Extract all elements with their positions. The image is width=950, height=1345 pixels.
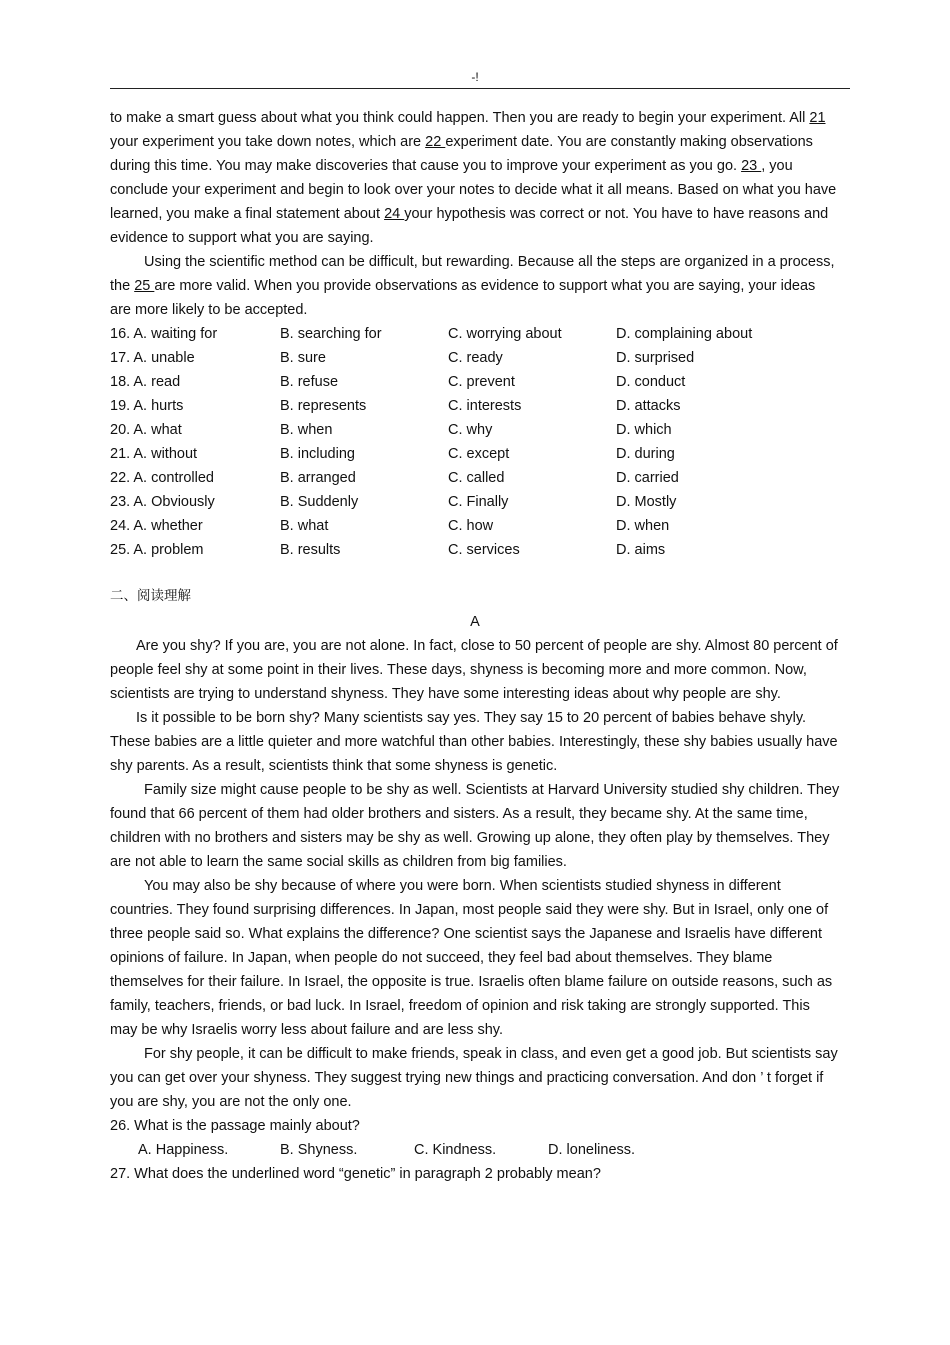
option-b: B. Suddenly (280, 494, 359, 510)
option-a: 22. A. controlled (110, 470, 214, 486)
option-b: B. refuse (280, 374, 339, 390)
option-b: B. represents (280, 398, 367, 414)
option-a: 19. A. hurts (110, 398, 184, 414)
section-heading: 二、阅读理解 (110, 588, 191, 603)
option-row-20 (110, 418, 840, 442)
option-b: B. results (280, 542, 341, 558)
question-option-c: C. Kindness. (414, 1142, 497, 1158)
option-d: D. Mostly (616, 494, 677, 510)
header-divider (110, 88, 850, 89)
text-run: experiment date. You are constantly making observations during this time. You may make discoveries that cause you to improve your experiment as you go. (110, 134, 813, 174)
option-c: C. how (448, 518, 494, 534)
option-c: C. why (448, 422, 493, 438)
option-d: D. which (616, 422, 672, 438)
option-c: C. ready (448, 350, 503, 366)
option-row-18 (110, 370, 840, 394)
option-b: B. what (280, 518, 329, 534)
option-b: B. searching for (280, 326, 382, 342)
question-option-d: D. loneliness. (548, 1142, 636, 1158)
option-b: B. sure (280, 350, 326, 366)
option-row-19 (110, 394, 840, 418)
question-option-b: B. Shyness. (280, 1142, 358, 1158)
passage-letter: A (470, 614, 480, 630)
text-run: are more valid. When you provide observations as evidence to support what you are saying, your ideas are more likely to be accepted. (110, 278, 816, 318)
text-run: to make a smart guess about what you think could happen. Then you are ready to begin your experiment. All (110, 110, 810, 126)
blank-22: 22 (425, 134, 446, 150)
option-row-17 (110, 346, 840, 370)
page-content (110, 106, 840, 1186)
reading-paragraph-4: You may also be shy because of where you were born. When scientists studied shyness in different countries. They found surprising differences. In Japan, most people said they were shy. But in Israel, only one of three people said so. What explains the difference? One scientist says the Japanese and Israelis have different opinions of failure. In Japan, when people do not succeed, they feel bad about themselves. They blame themselves for their failure. In Israel, the opposite is true. Israelis often blame failure on outside reasons, such as family, teachers, friends, or bad luck. In Israel, freedom of opinion and risk taking are strongly supported. This may be why Israelis worry less about failure and are less shy. (110, 878, 833, 1038)
option-d: D. during (616, 446, 675, 462)
option-row-24 (110, 514, 840, 538)
option-b: B. including (280, 446, 355, 462)
option-c: C. called (448, 470, 505, 486)
option-row-22 (110, 466, 840, 490)
question-27-stem: 27. What does the underlined word “genetic” in paragraph 2 probably mean? (110, 1166, 601, 1182)
option-c: C. Finally (448, 494, 509, 510)
option-b: B. arranged (280, 470, 356, 486)
option-row-21 (110, 442, 840, 466)
option-c: C. prevent (448, 374, 515, 390)
option-a: 24. A. whether (110, 518, 203, 534)
option-c: C. services (448, 542, 520, 558)
option-a: 25. A. problem (110, 542, 204, 558)
text-run: your experiment you take down notes, which are (110, 134, 426, 150)
cloze-paragraph-1 (110, 106, 840, 250)
text-run: Using the scientific method can be difficult, but rewarding. Because all the steps are organized in a process, the (110, 254, 835, 294)
option-d: D. attacks (616, 398, 681, 414)
option-c: C. worrying about (448, 326, 562, 342)
option-a: 23. A. Obviously (110, 494, 215, 510)
option-b: B. when (280, 422, 333, 438)
option-d: D. complaining about (616, 326, 753, 342)
blank-24: 24 (384, 206, 405, 222)
option-d: D. aims (616, 542, 666, 558)
reading-paragraph-5: For shy people, it can be difficult to make friends, speak in class, and even get a good job. But scientists say you can get over your shyness. They suggest trying new things and practicing conversation. And don ’ t forget if you are shy, you are not the only one. (110, 1046, 838, 1110)
reading-paragraph-1: Are you shy? If you are, you are not alone. In fact, close to 50 percent of people are shy. Almost 80 percent of people feel shy at some point in their lives. These days, shyness is becoming more and more common. Now, scientists are trying to understand shyness. They have some interesting ideas about why people are shy. (110, 638, 838, 702)
option-d: D. carried (616, 470, 679, 486)
blank-21: 21 (809, 110, 826, 126)
option-a: 17. A. unable (110, 350, 195, 366)
reading-paragraph-3: Family size might cause people to be shy as well. Scientists at Harvard University studied shy children. They found that 66 percent of them had older brothers and sisters. As a result, they became shy. At the same time, children with no brothers and sisters may be shy as well. Growing up alone, they often play by themselves. They are not able to learn the same social skills as children from big families. (110, 782, 840, 870)
question-option-a: A. Happiness. (138, 1142, 229, 1158)
option-c: C. except (448, 446, 510, 462)
text-run: , you conclude your experiment and begin to look over your notes to decide what it all means. Based on what you have learned, you make a final statement about (110, 158, 837, 222)
option-c: C. interests (448, 398, 522, 414)
page-header-mark: -! (471, 70, 479, 84)
cloze-paragraph-2 (110, 250, 840, 322)
option-a: 18. A. read (110, 374, 181, 390)
option-a: 16. A. waiting for (110, 326, 218, 342)
option-a: 20. A. what (110, 422, 182, 438)
blank-23: 23 (741, 158, 762, 174)
option-d: D. when (616, 518, 670, 534)
option-row-16 (110, 322, 840, 346)
option-a: 21. A. without (110, 446, 198, 462)
text-run: your hypothesis was correct or not. You have to have reasons and evidence to support what you are saying. (110, 206, 829, 246)
question-26-stem: 26. What is the passage mainly about? (110, 1118, 360, 1134)
option-row-23 (110, 490, 840, 514)
option-d: D. conduct (616, 374, 686, 390)
option-row-25 (110, 538, 840, 562)
cloze-options (110, 322, 840, 562)
question-26-options (110, 1138, 840, 1162)
blank-25: 25 (134, 278, 155, 294)
reading-paragraph-2: Is it possible to be born shy? Many scientists say yes. They say 15 to 20 percent of babies behave shyly. These babies are a little quieter and more watchful than other babies. Interestingly, these shy babies usually have shy parents. As a result, scientists think that some shyness is genetic. (110, 710, 838, 774)
option-d: D. surprised (616, 350, 695, 366)
